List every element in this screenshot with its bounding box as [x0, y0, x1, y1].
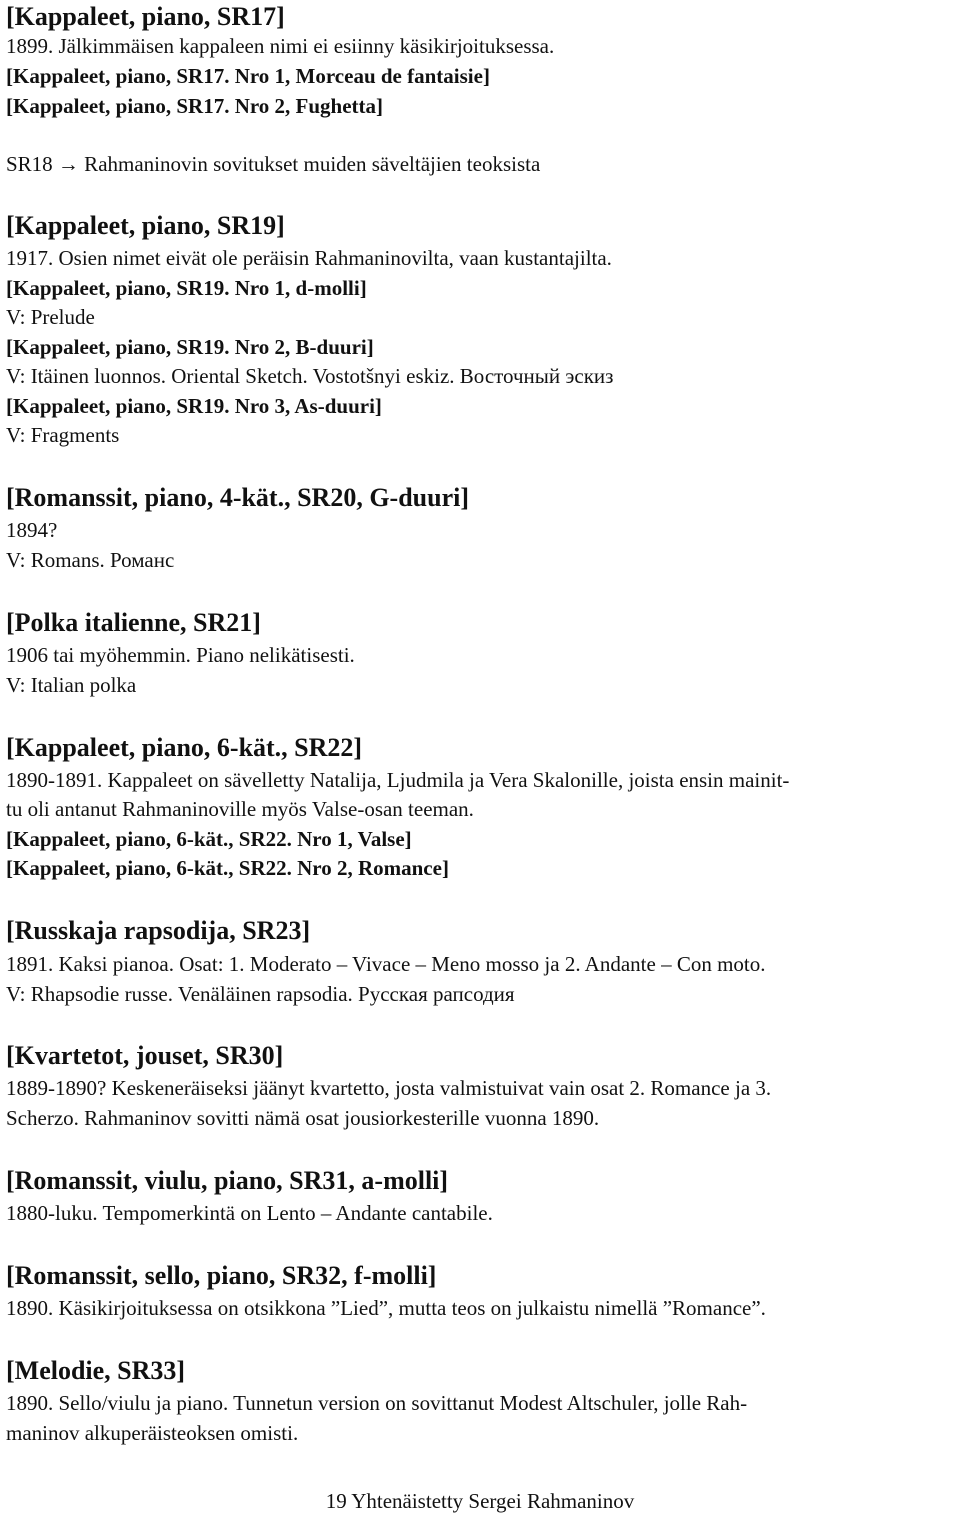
heading-sr20: [Romanssit, piano, 4-kät., SR20, G-duuri] — [6, 483, 470, 512]
subheading: [Kappaleet, piano, SR19. Nro 2, B-duuri] — [6, 335, 374, 359]
text-line: tu oli antanut Rahmaninoville myös Valse-osan teeman. — [6, 797, 474, 821]
heading-sr23: [Russkaja rapsodija, SR23] — [6, 916, 311, 945]
text-line: 1889-1890? Keskeneräiseksi jäänyt kvartetto, josta valmistuivat vain osat 2. Romance ja 3. — [6, 1076, 772, 1100]
text-line: 1880-luku. Tempomerkintä on Lento – Andante cantabile. — [6, 1201, 493, 1225]
text-line: 1890-1891. Kappaleet on sävelletty Natalija, Ljudmila ja Vera Skalonille, joista ensin mainit- — [6, 768, 790, 792]
text-line: 1906 tai myöhemmin. Piano nelikätisesti. — [6, 643, 355, 667]
variant-title: V: Romans. Романс — [6, 548, 175, 572]
heading-sr22: [Kappaleet, piano, 6-kät., SR22] — [6, 733, 363, 762]
text-line: 1917. Osien nimet eivät ole peräisin Rahmaninovilta, vaan kustantajilta. — [6, 246, 612, 270]
text-line: 1894? — [6, 518, 58, 542]
subheading: [Kappaleet, piano, SR17. Nro 2, Fughetta] — [6, 94, 384, 118]
heading-sr21: [Polka italienne, SR21] — [6, 608, 261, 637]
heading-sr30: [Kvartetot, jouset, SR30] — [6, 1041, 284, 1070]
page-footer: 19 Yhtenäistetty Sergei Rahmaninov — [325, 1489, 635, 1513]
variant-title: V: Itäinen luonnos. Oriental Sketch. Vostotšnyi eskiz. Восточный эскиз — [6, 364, 614, 388]
subheading: [Kappaleet, piano, 6-kät., SR22. Nro 2, Romance] — [6, 856, 449, 880]
subheading: [Kappaleet, piano, SR19. Nro 3, As-duuri] — [6, 394, 382, 418]
subheading: [Kappaleet, piano, SR17. Nro 1, Morceau de fantaisie] — [6, 64, 490, 88]
heading-sr17: [Kappaleet, piano, SR17] — [6, 2, 285, 31]
variant-title: V: Fragments — [6, 423, 120, 447]
variant-title: V: Prelude — [6, 305, 95, 329]
text-line: 1890. Käsikirjoituksessa on otsikkona ”Lied”, mutta teos on julkaistu nimellä ”Romance”. — [6, 1296, 766, 1320]
subheading: [Kappaleet, piano, 6-kät., SR22. Nro 1, Valse] — [6, 827, 412, 851]
heading-sr31: [Romanssit, viulu, piano, SR31, a-molli] — [6, 1166, 449, 1195]
text-line: maninov alkuperäisteoksen omisti. — [6, 1421, 299, 1445]
heading-sr32: [Romanssit, sello, piano, SR32, f-molli] — [6, 1261, 437, 1290]
text-line: 1891. Kaksi pianoa. Osat: 1. Moderato – Vivace – Meno mosso ja 2. Andante – Con moto. — [6, 952, 766, 976]
text-line: 1899. Jälkimmäisen kappaleen nimi ei esiinny käsikirjoituksessa. — [6, 34, 555, 58]
heading-sr33: [Melodie, SR33] — [6, 1356, 186, 1385]
subheading: [Kappaleet, piano, SR19. Nro 1, d-molli] — [6, 276, 367, 300]
text-line: Scherzo. Rahmaninov sovitti nämä osat jousiorkesterille vuonna 1890. — [6, 1106, 600, 1130]
heading-sr19: [Kappaleet, piano, SR19] — [6, 211, 285, 240]
variant-title: V: Rhapsodie russe. Venäläinen rapsodia. Русская рапсодия — [6, 982, 515, 1006]
variant-title: V: Italian polka — [6, 673, 137, 697]
cross-reference-sr18: SR18 → Rahmaninovin sovitukset muiden säveltäjien teoksista — [6, 152, 541, 176]
text-line: 1890. Sello/viulu ja piano. Tunnetun version on sovittanut Modest Altschuler, jolle Rah- — [6, 1391, 748, 1415]
